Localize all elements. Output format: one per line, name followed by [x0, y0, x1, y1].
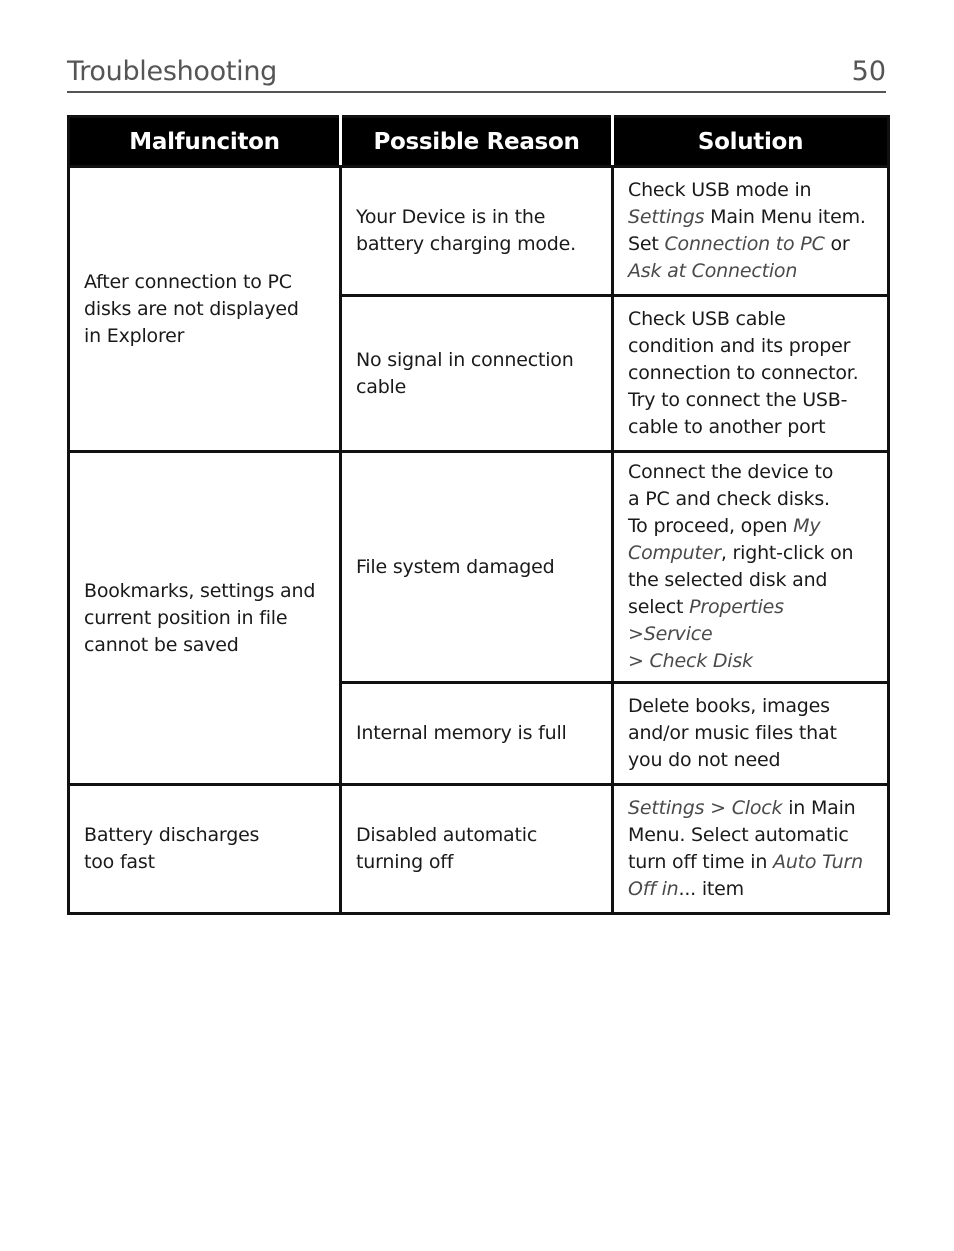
solution-text: and/or music files that [628, 722, 837, 744]
reason-text: battery charging mode. [356, 233, 577, 255]
reason-cell [341, 167, 613, 296]
solution-line [628, 204, 873, 231]
malfunction-cell [69, 452, 341, 785]
malfunction-cell [69, 167, 341, 452]
menu-path-text: My [793, 515, 821, 537]
solution-text: condition and its proper [628, 335, 851, 357]
solution-line [628, 231, 873, 258]
reason-cell [341, 296, 613, 452]
page-title: Troubleshooting [67, 56, 277, 87]
solution-text: , right-click on [720, 542, 854, 564]
reason-cell [341, 683, 613, 785]
solution-line [628, 540, 873, 567]
malfunction-text: After connection to PC [84, 270, 292, 293]
solution-text: To proceed, open [628, 515, 794, 537]
malfunction-text: disks are not displayed [84, 297, 299, 320]
malfunction-cell [69, 785, 341, 914]
solution-cell [613, 296, 889, 452]
reason-text: Disabled automatic [356, 824, 538, 846]
solution-cell [613, 452, 889, 683]
solution-cell [613, 683, 889, 785]
table-header-row [69, 117, 889, 167]
reason-text: turning off [356, 851, 454, 873]
solution-text: or [824, 233, 850, 255]
menu-path-text: Settings [628, 206, 705, 228]
solution-line [628, 795, 873, 822]
page-header [67, 54, 886, 93]
reason-text: Your Device is in the [356, 206, 546, 228]
menu-path-text: Off in [628, 878, 679, 900]
reason-text: File system damaged [356, 555, 555, 578]
solution-text: in Main [782, 797, 856, 819]
solution-line [628, 876, 873, 903]
solution-text: select [628, 596, 690, 618]
solution-cell [613, 785, 889, 914]
malfunction-text: cannot be saved [84, 633, 239, 656]
solution-text: connection to connector. [628, 362, 859, 384]
solution-text: turn off time in [628, 851, 774, 873]
solution-cell [613, 167, 889, 296]
solution-line [628, 594, 873, 648]
menu-path-text: Connection to PC [664, 233, 825, 255]
reason-text: No signal in connection [356, 348, 574, 371]
menu-path-text: Computer [628, 542, 721, 564]
table-row [69, 452, 889, 683]
solution-text: the selected disk and [628, 569, 828, 591]
solution-text: Set [628, 233, 665, 255]
menu-path-text: Ask at Connection [628, 260, 798, 282]
menu-path-text: Auto Turn [773, 851, 863, 873]
column-header-solution: Solution [613, 117, 889, 167]
malfunction-text: Battery discharges [84, 824, 260, 846]
malfunction-text: in Explorer [84, 324, 185, 347]
solution-text: you do not need [628, 749, 781, 771]
table-row [69, 785, 889, 914]
page-number: 50 [851, 56, 886, 87]
menu-path-text: Properties >Service [628, 596, 784, 645]
malfunction-text: Bookmarks, settings and [84, 579, 316, 602]
menu-path-text: > Check Disk [628, 650, 753, 672]
solution-text: Check USB mode in [628, 179, 812, 201]
table-row [69, 167, 889, 296]
solution-text: Main Menu item. [704, 206, 866, 228]
reason-cell [341, 785, 613, 914]
solution-line [628, 849, 873, 876]
solution-text: Delete books, images [628, 695, 830, 717]
solution-text: Connect the device to [628, 461, 834, 483]
reason-text: cable [356, 375, 407, 398]
solution-text: Try to connect the USB- [628, 389, 848, 411]
solution-text: ... item [678, 878, 744, 900]
malfunction-text: too fast [84, 851, 155, 873]
reason-cell [341, 452, 613, 683]
solution-text: Menu. Select automatic [628, 824, 849, 846]
troubleshooting-table [67, 115, 890, 915]
solution-line [628, 513, 873, 540]
menu-path-text: Settings > Clock [628, 797, 783, 819]
solution-text: Check USB cable [628, 308, 786, 330]
malfunction-text: current position in file [84, 606, 288, 629]
reason-text: Internal memory is full [356, 722, 567, 744]
column-header-reason: Possible Reason [341, 117, 613, 167]
solution-text: cable to another port [628, 416, 826, 438]
column-header-malfunction: Malfunciton [69, 117, 341, 167]
solution-text: a PC and check disks. [628, 488, 830, 510]
